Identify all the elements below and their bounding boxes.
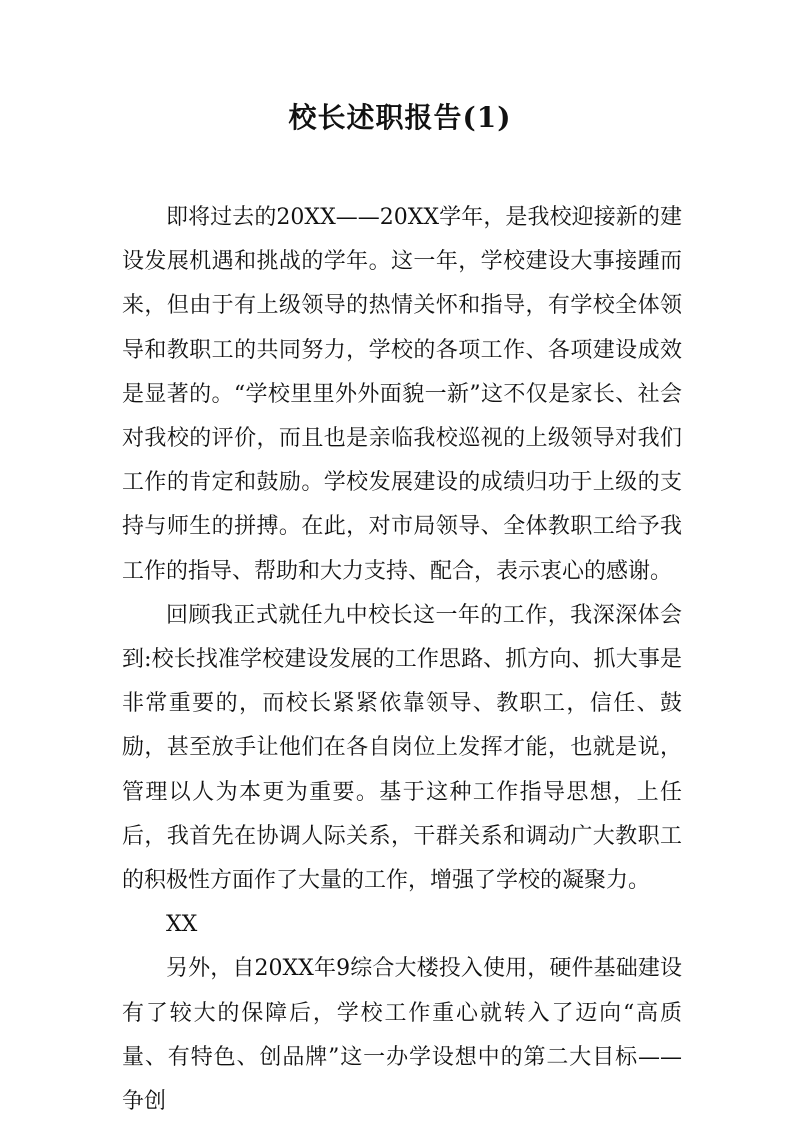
paragraph-review: 回顾我正式就任九中校长这一年的工作，我深深体会到:校长找准学校建设发展的工作思路、抓方向、抓大事是非常重要的，而校长紧紧依靠领导、教职工，信任、鼓励，甚至放手让他们在各自岗位上发挥才能，也就是说，管理以人为本更为重要。基于这种工作指导思想，上任后，我首先在协调人际关系，干群关系和调动广大教职工的积极性方面作了大量的工作，增强了学校的凝聚力。 bbox=[122, 602, 682, 894]
paragraph-building: 另外，自20XX年9综合大楼投入使用，硬件基础建设有了较大的保障后，学校工作重心就转入了迈向“高质量、有特色、创品牌”这一办学设想中的第二大目标——争创 bbox=[122, 956, 682, 1115]
document-title: 校长述职报告(1) bbox=[288, 101, 512, 134]
paragraph-intro: 即将过去的20XX——20XX学年，是我校迎接新的建设发展机遇和挑战的学年。这一年，学校建设大事接踵而来，但由于有上级领导的热情关怀和指导，有学校全体领导和教职工的共同努力，学校的各项工作、各项建设成效是显著的。“学校里里外外面貌一新”这不仅是家长、社会对我校的评价，而且也是亲临我校巡视的上级领导对我们工作的肯定和鼓励。学校发展建设的成绩归功于上级的支持与师生的拼搏。在此，对市局领导、全体教职工给予我工作的指导、帮助和大力支持、配合，表示衷心的感谢。 bbox=[122, 205, 682, 584]
section-marker: XX bbox=[166, 912, 198, 938]
document-body bbox=[122, 196, 682, 1124]
